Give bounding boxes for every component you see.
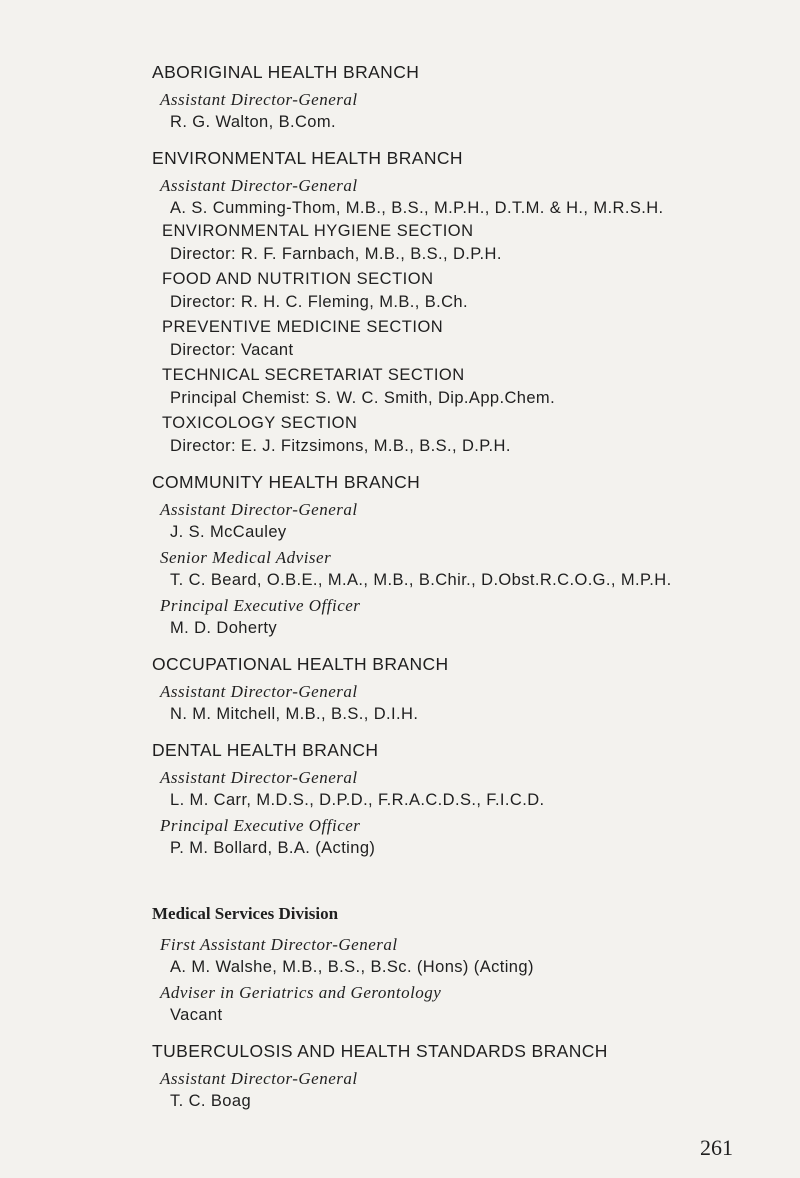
person-entry: A. S. Cumming-Thom, M.B., B.S., M.P.H., D.T.M. & H., M.R.S.H.: [170, 199, 664, 217]
section-heading: ENVIRONMENTAL HYGIENE SECTION: [162, 222, 474, 240]
branch-heading: ABORIGINAL HEALTH BRANCH: [152, 62, 420, 82]
person-entry: L. M. Carr, M.D.S., D.P.D., F.R.A.C.D.S., F.I.C.D.: [170, 791, 545, 809]
section-heading: FOOD AND NUTRITION SECTION: [162, 270, 434, 288]
branch-heading: DENTAL HEALTH BRANCH: [152, 740, 379, 760]
position-title: Principal Executive Officer: [160, 596, 361, 615]
person-entry: T. C. Boag: [170, 1092, 252, 1110]
section-heading: PREVENTIVE MEDICINE SECTION: [162, 318, 444, 336]
position-title: Assistant Director-General: [160, 500, 358, 519]
section-heading: TOXICOLOGY SECTION: [162, 414, 358, 432]
position-title: Assistant Director-General: [160, 682, 358, 701]
branch-heading: TUBERCULOSIS AND HEALTH STANDARDS BRANCH: [152, 1041, 608, 1061]
position-title: First Assistant Director-General: [160, 935, 398, 954]
section-heading: TECHNICAL SECRETARIAT SECTION: [162, 366, 465, 384]
person-entry: A. M. Walshe, M.B., B.S., B.Sc. (Hons) (Acting): [170, 958, 534, 976]
person-entry: Director: E. J. Fitzsimons, M.B., B.S., D.P.H.: [170, 437, 511, 455]
person-entry: Vacant: [170, 1006, 223, 1024]
person-entry: P. M. Bollard, B.A. (Acting): [170, 839, 376, 857]
person-entry: R. G. Walton, B.Com.: [170, 113, 337, 131]
person-entry: M. D. Doherty: [170, 619, 277, 637]
branch-heading: COMMUNITY HEALTH BRANCH: [152, 472, 421, 492]
branch-heading: OCCUPATIONAL HEALTH BRANCH: [152, 654, 449, 674]
position-title: Principal Executive Officer: [160, 816, 361, 835]
person-entry: T. C. Beard, O.B.E., M.A., M.B., B.Chir., D.Obst.R.C.O.G., M.P.H.: [170, 571, 672, 589]
branch-heading: ENVIRONMENTAL HEALTH BRANCH: [152, 148, 463, 168]
person-entry: Principal Chemist: S. W. C. Smith, Dip.App.Chem.: [170, 389, 556, 407]
person-entry: Director: R. H. C. Fleming, M.B., B.Ch.: [170, 293, 468, 311]
position-title: Assistant Director-General: [160, 176, 358, 195]
person-entry: J. S. McCauley: [170, 523, 287, 541]
position-title: Assistant Director-General: [160, 768, 358, 787]
position-title: Assistant Director-General: [160, 1069, 358, 1088]
division-heading: Medical Services Division: [152, 904, 339, 923]
position-title: Adviser in Geriatrics and Gerontology: [160, 983, 442, 1002]
page-number: 261: [700, 1135, 733, 1160]
person-entry: N. M. Mitchell, M.B., B.S., D.I.H.: [170, 705, 419, 723]
position-title: Senior Medical Adviser: [160, 548, 332, 567]
person-entry: Director: Vacant: [170, 341, 294, 359]
position-title: Assistant Director-General: [160, 90, 358, 109]
person-entry: Director: R. F. Farnbach, M.B., B.S., D.P.H.: [170, 245, 502, 263]
